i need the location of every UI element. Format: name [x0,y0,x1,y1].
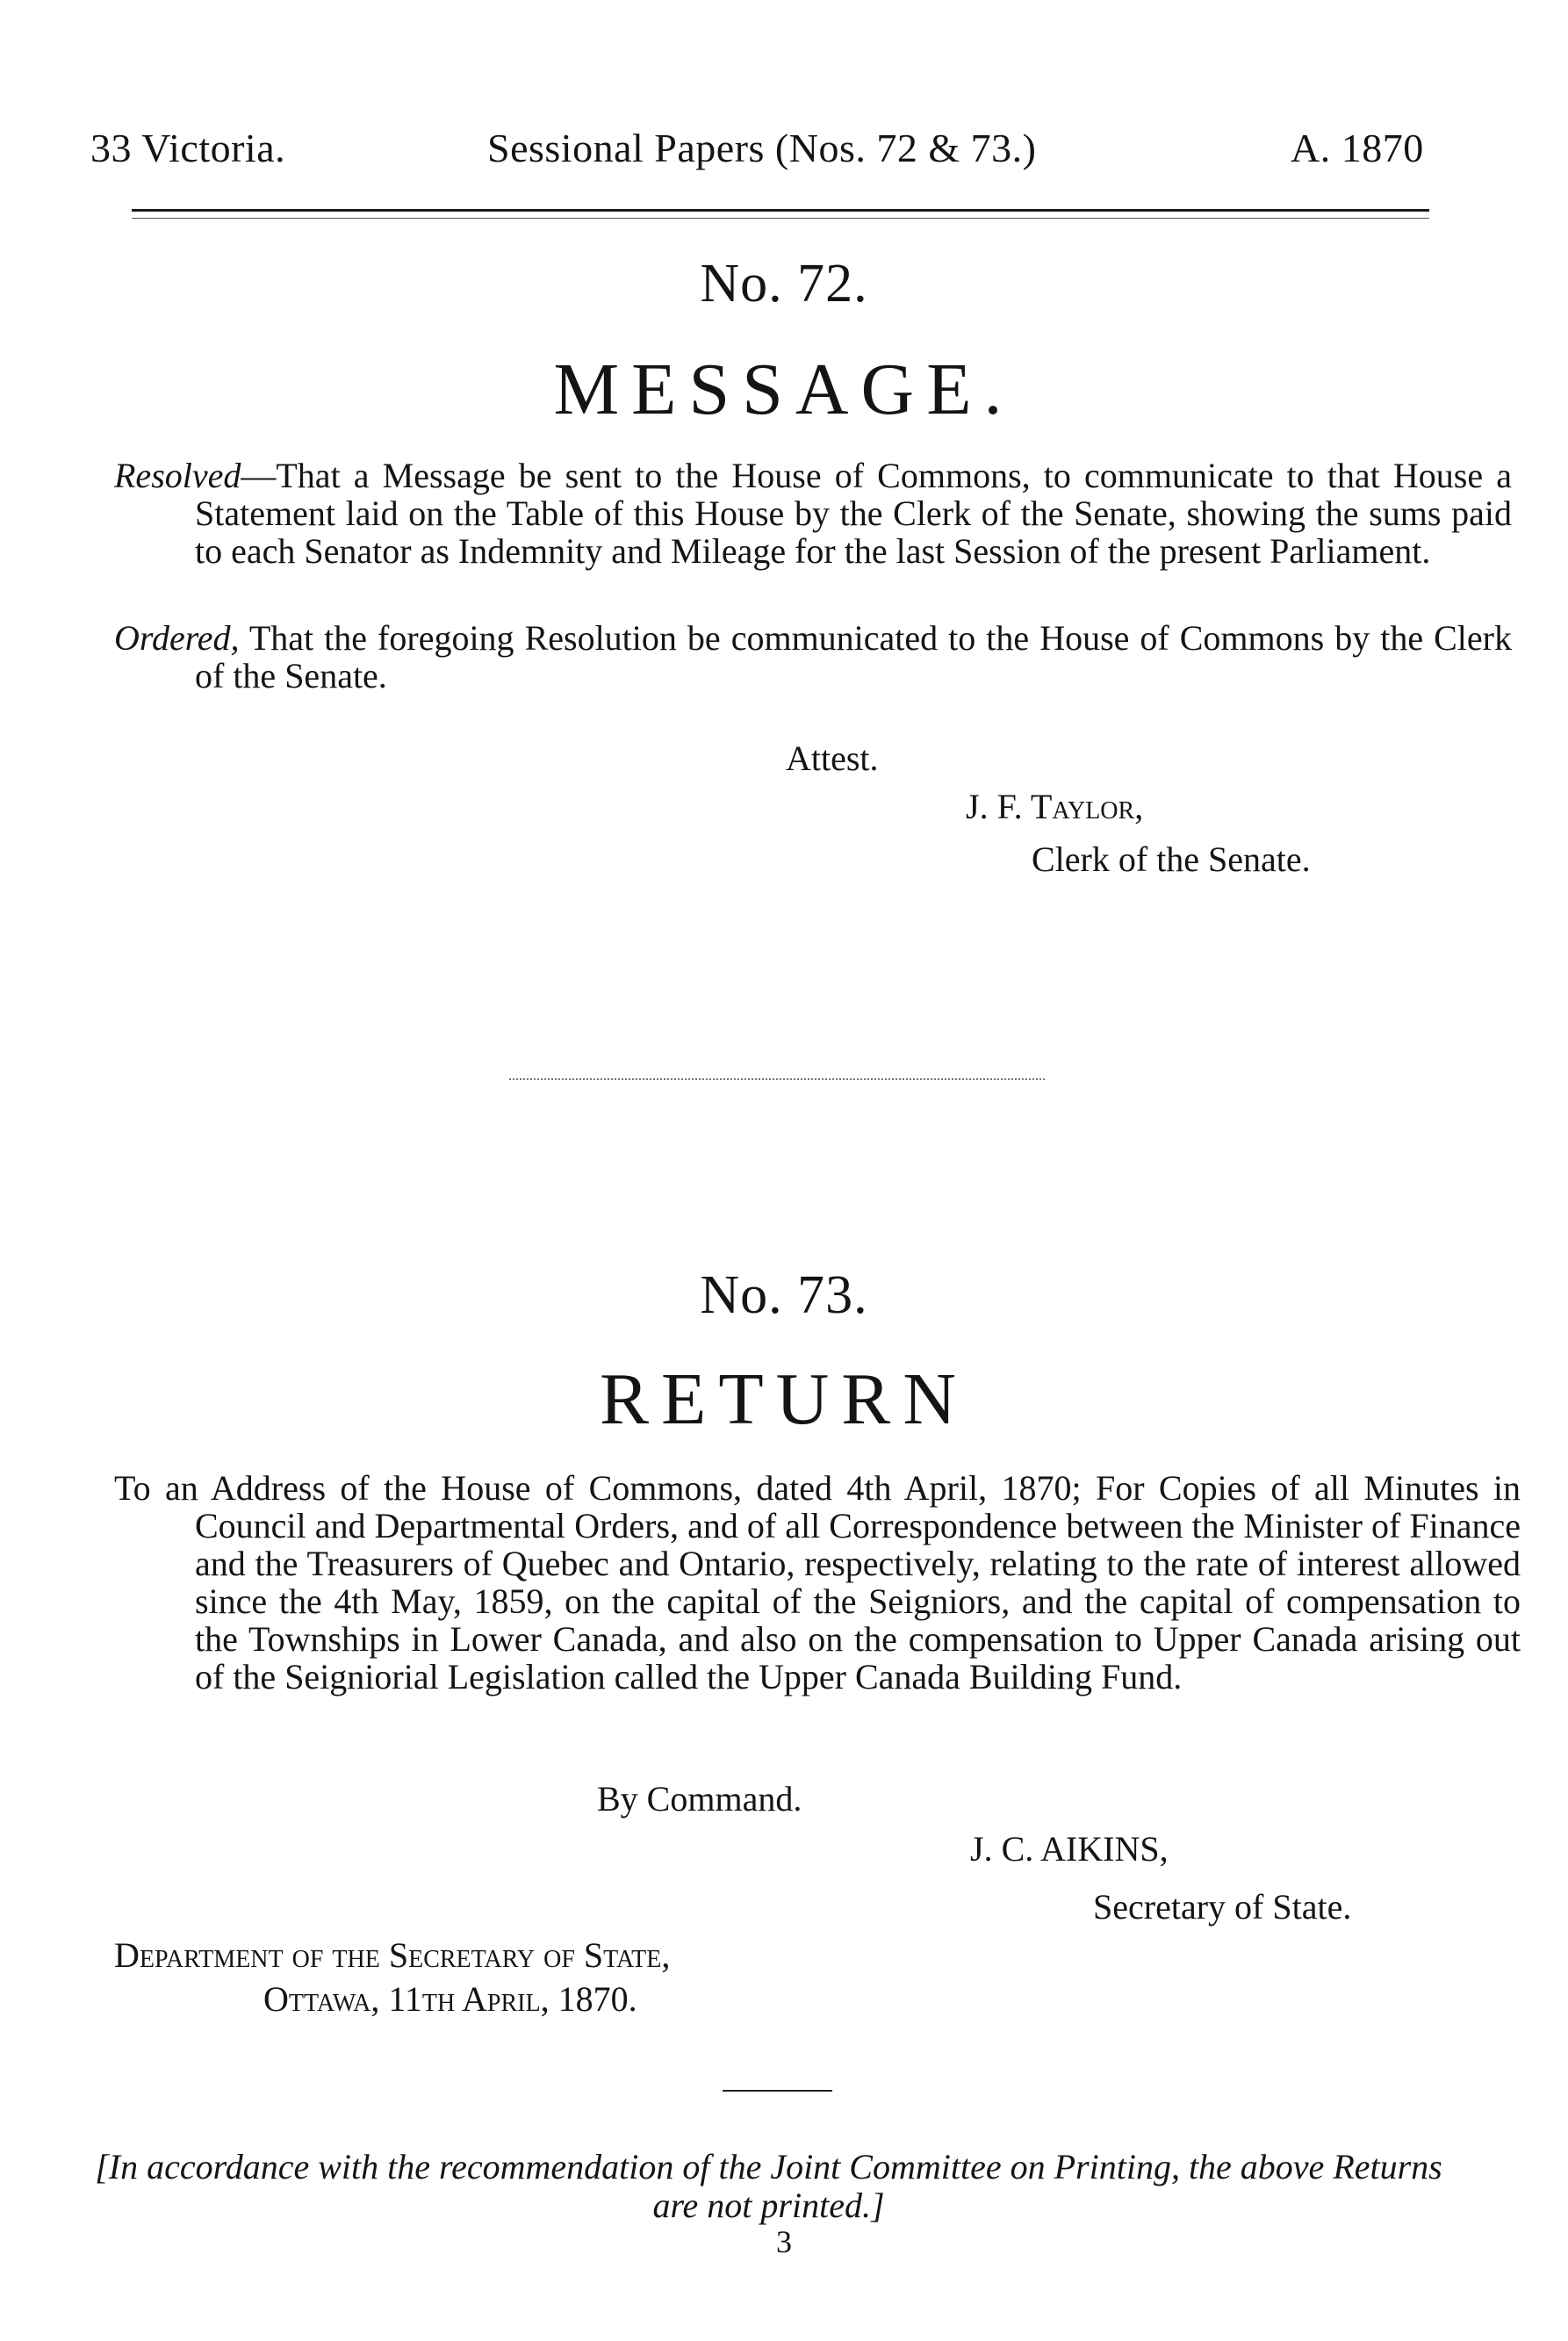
resolved-paragraph [114,457,1512,570]
attest-label: Attest. [786,738,879,778]
place-date-text: Ottawa, 11th April, 1870. [263,1979,637,2019]
message-signer-title: Clerk of the Senate. [1032,839,1311,879]
message-signer-name: J. F. Taylor, [966,787,1144,826]
closing-rule [723,2090,832,2092]
ordered-text: That the foregoing Resolution be communicated to the House of Commons by the Clerk of the Senate. [195,618,1512,695]
department-line: Department of the Secretary of State, [114,1935,671,1975]
message-title: MESSAGE. [553,349,1015,430]
header-rule [132,209,1429,212]
printing-note: [In accordance with the recommendation of the Joint Committee on Printing, the above Returns are not printed.] [95,2147,1442,2225]
return-body: To an Address of the House of Commons, dated 4th April, 1870; For Copies of all Minutes in Council and Departmental Orders, and of all Correspondence between the Minister of Finance and the Treasurers of Quebec and Ontario, respectively, relating to the rate of interest allowed since the 4th May, 1859, on the capital of the Seigniors, and the capital of compensation to the Townships in Lower Canada, and also on the compensation to Upper Canada arising out of the Seigniorial Legislation called the Upper Canada Building Fund. [114,1468,1521,1696]
resolved-text: —That a Message be sent to the House of Commons, to communicate to that House a Statement laid on the Table of this House by the Clerk of the Senate, showing the sums paid to each Senator as Indemnity and Mileage for the last Session of the present Parliament. [195,456,1512,571]
ordered-paragraph [114,619,1512,695]
ordered-label: Ordered, [114,618,240,658]
place-date [263,1978,637,2020]
header-title: Sessional Papers (Nos. 72 & 73.) [487,126,1037,170]
header-rule-thin [132,218,1429,219]
header-volume: 33 Victoria. [90,126,286,170]
section-divider [509,1078,1045,1080]
return-number: No. 73. [700,1265,868,1325]
by-command: By Command. [597,1779,802,1819]
return-title: RETURN [600,1358,968,1440]
return-signer-title: Secretary of State. [1093,1887,1352,1927]
header-year: A. 1870 [1291,126,1424,170]
resolved-label: Resolved [114,456,241,495]
page-number: 3 [776,2224,792,2259]
message-number: No. 72. [700,254,868,313]
return-signer-name: J. C. AIKINS, [970,1829,1169,1869]
